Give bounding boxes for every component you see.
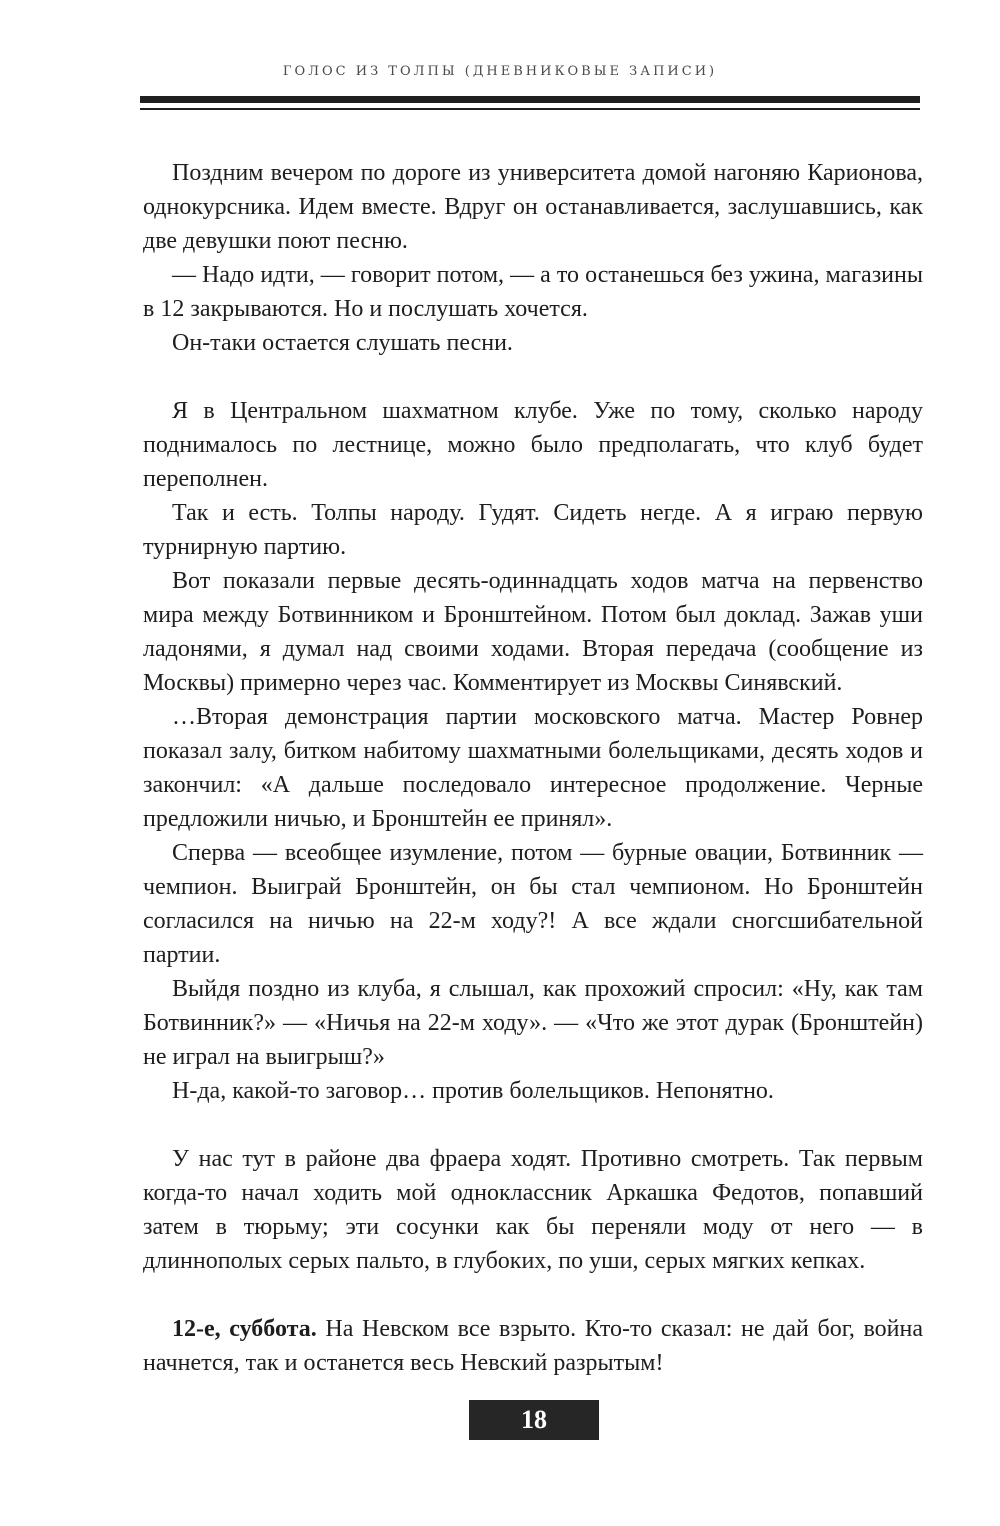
paragraph: Так и есть. Толпы народу. Гудят. Сидеть негде. А я играю первую турнирную партию. xyxy=(143,500,923,560)
paragraph: Сперва — всеобщее изумление, потом — бурные овации, Ботвинник — чемпион. Выиграй Бронштейн, он бы стал чемпионом. Но Бронштейн согласился на ничью на 22-м ходу?! А все ждали сногсшибательной партии. xyxy=(143,840,923,968)
page-number: 18 xyxy=(469,1400,599,1440)
running-head-title: ГОЛОС ИЗ ТОЛПЫ (ДНЕВНИКОВЫЕ ЗАПИСИ) xyxy=(282,64,718,79)
header-rule-thin xyxy=(140,108,920,110)
entry-text: На Невском все взрыто. Кто-то сказал: не дай бог, война начнется, так и останется весь Невский разрытым! xyxy=(143,1316,924,1376)
paragraph: Я в Центральном шахматном клубе. Уже по тому, сколько народу поднималось по лестнице, можно было предполагать, что клуб будет переполнен. xyxy=(143,398,923,492)
paragraph: Выйдя поздно из клуба, я слышал, как прохожий спросил: «Ну, как там Ботвинник?» — «Ничья на 22-м ходу». — «Что же этот дурак (Бронштейн) не играл на выигрыш?» xyxy=(143,976,923,1070)
paragraph: …Вторая демонстрация партии московского матча. Мастер Ровнер показал залу, битком набитому шахматными болельщиками, десять ходов и закончил: «А дальше последовало интересное продолжение. Черные предложили ничью, и Бронштейн ее принял». xyxy=(143,704,923,832)
main-text xyxy=(143,156,923,1380)
dated-entry-paragraph xyxy=(143,1312,923,1380)
paragraph: Он-таки остается слушать песни. xyxy=(172,330,513,356)
paragraph: Поздним вечером по дороге из университета домой нагоняю Карионова, однокурсника. Идем вместе. Вдруг он останавливается, заслушавшись, как две девушки поют песню. xyxy=(143,160,923,254)
paragraph: Вот показали первые десять-одиннадцать ходов матча на первенство мира между Ботвинником и Бронштейном. Потом был доклад. Зажав уши ладонями, я думал над своими ходами. Вторая передача (сообщение из Москвы) примерно через час. Комментирует из Москвы Синявский. xyxy=(143,568,923,696)
header-rule-thick xyxy=(140,96,920,103)
paragraph: У нас тут в районе два фраера ходят. Противно смотреть. Так первым когда-то начал ходить мой одноклассник Аркашка Федотов, попавший затем в тюрьму; эти сосунки как бы переняли моду от него — в длиннополых серых пальто, в глубоких, по уши, серых мягких кепках. xyxy=(143,1146,923,1274)
paragraph: Н-да, какой-то заговор… против болельщиков. Непонятно. xyxy=(172,1078,774,1104)
entry-date: 12-е, суббота. xyxy=(172,1316,317,1342)
paragraph: — Надо идти, — говорит потом, — а то останешься без ужина, магазины в 12 закрываются. Но и послушать хочется. xyxy=(143,262,923,322)
